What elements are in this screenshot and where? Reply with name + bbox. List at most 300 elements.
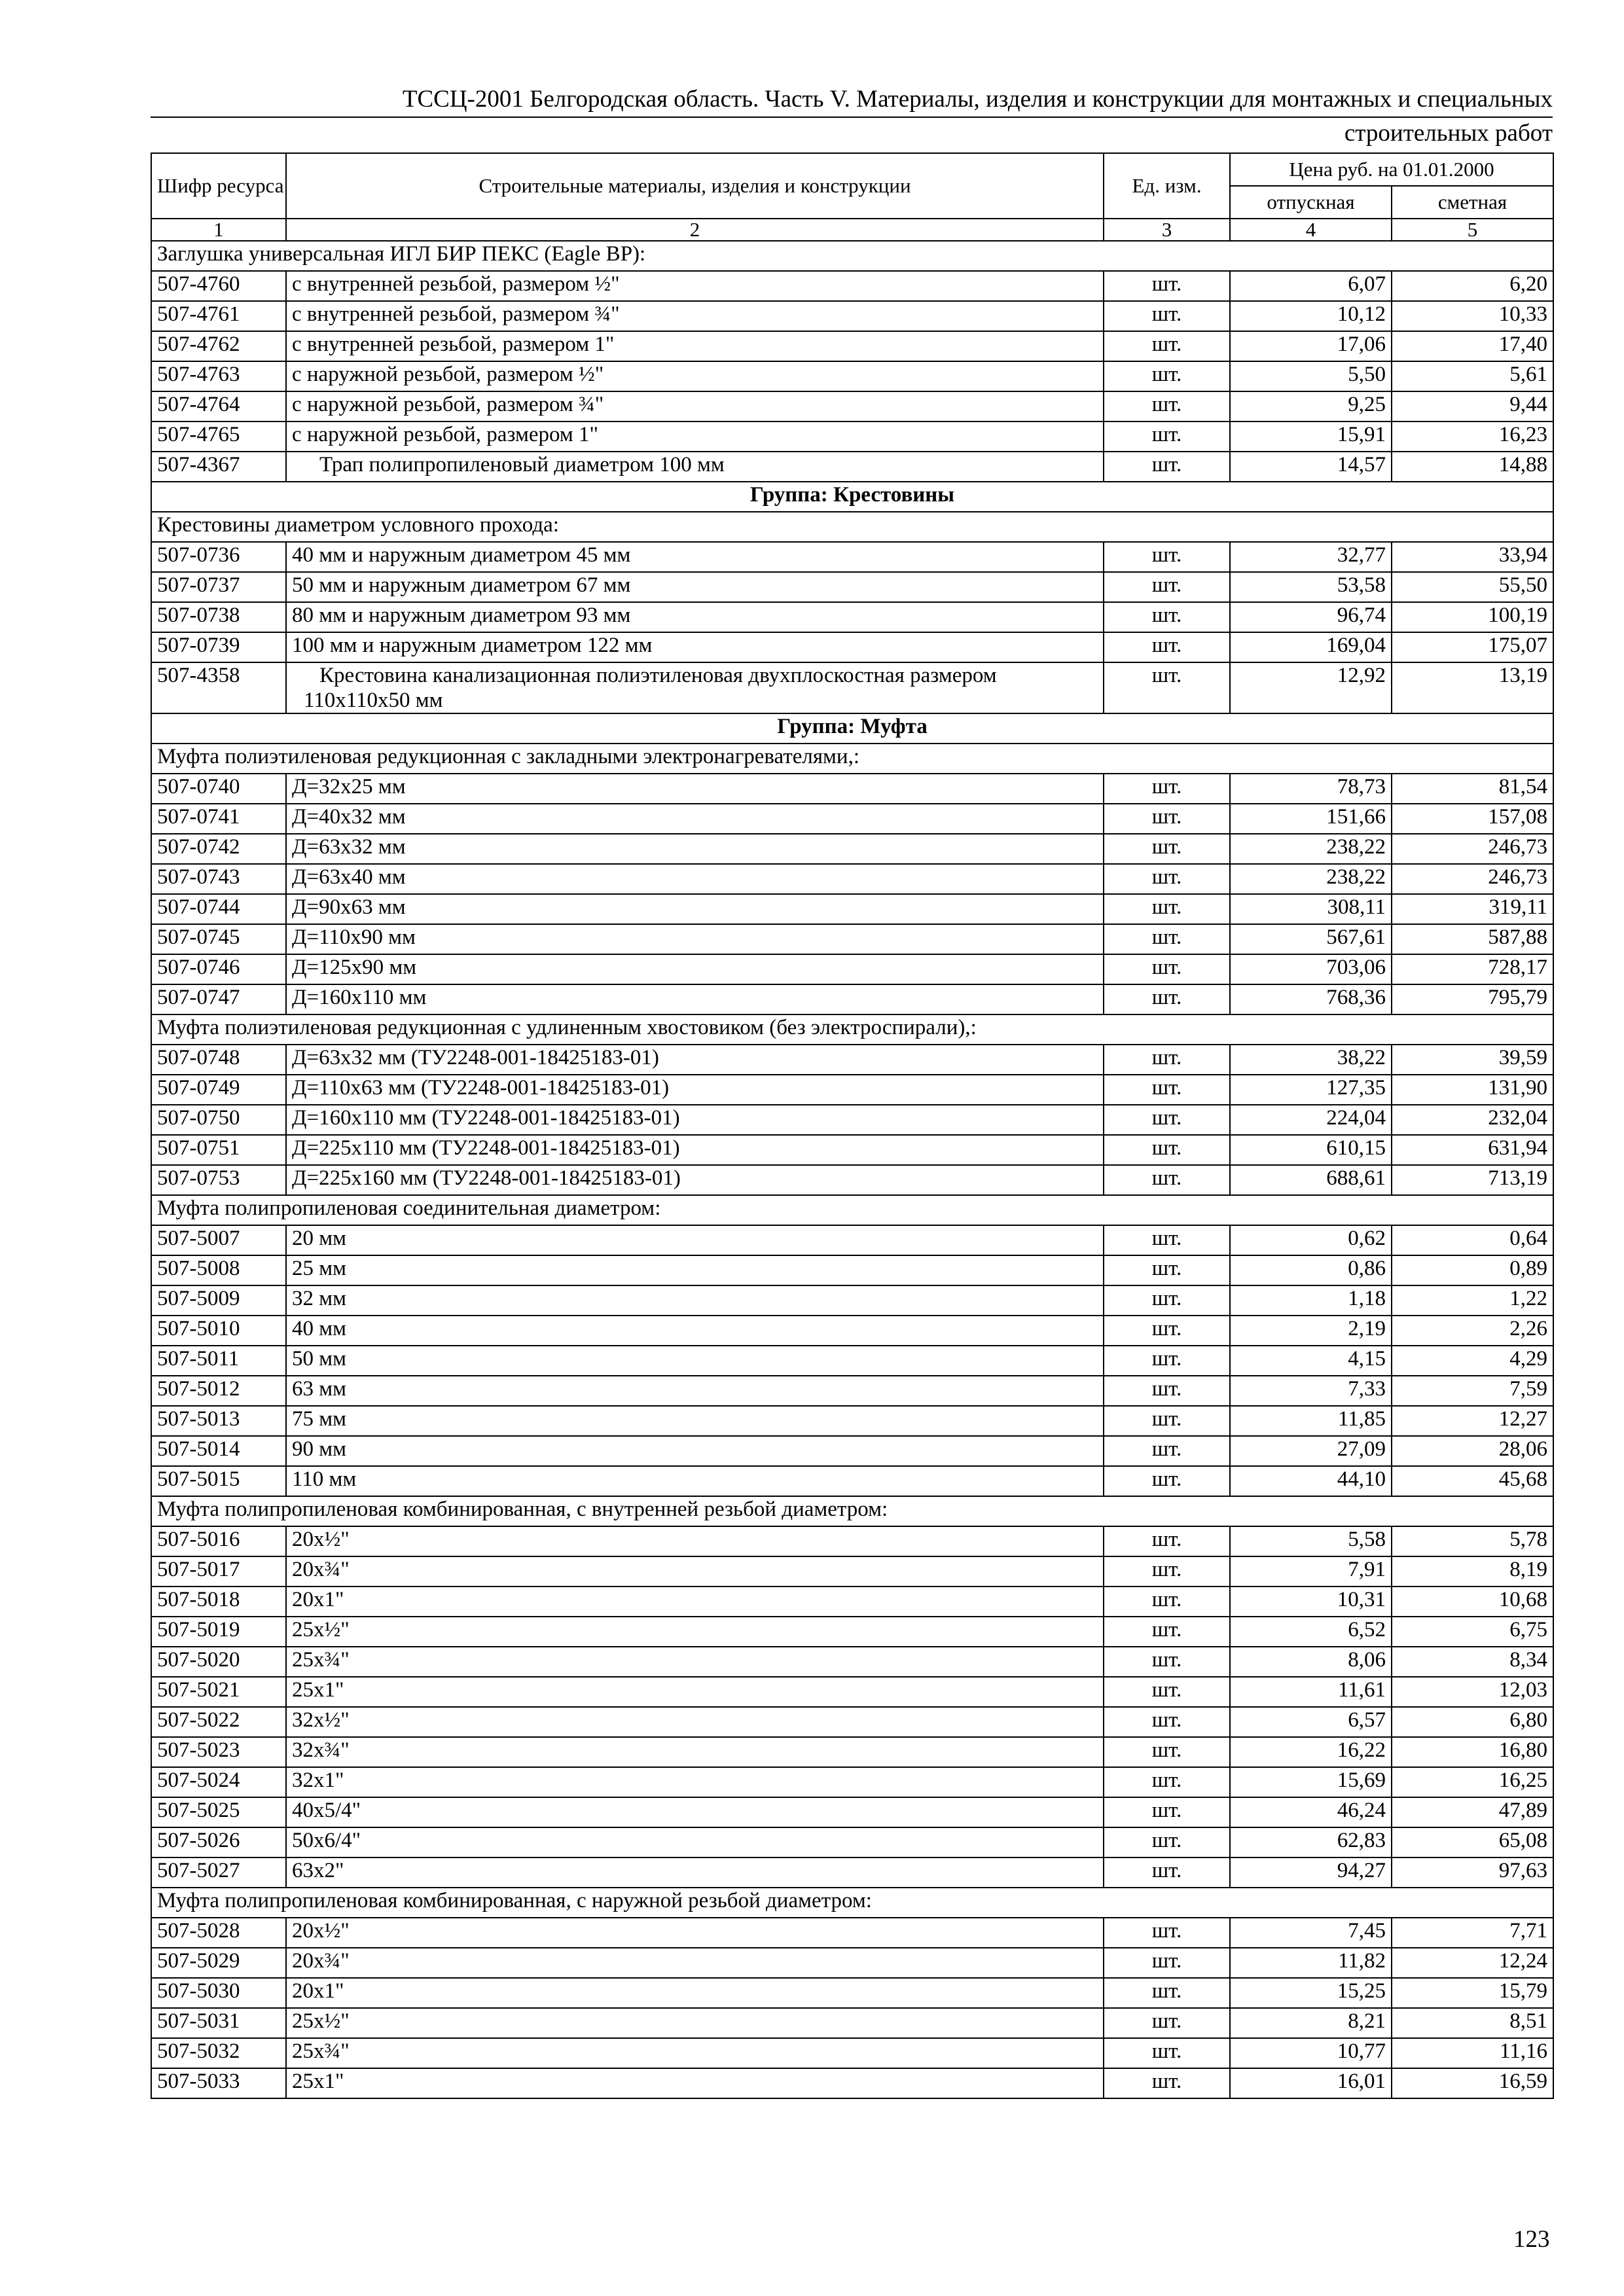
resource-code: 507-0748 [151,1045,286,1075]
material-name: 110 мм [286,1466,1104,1496]
unit-cell: шт. [1104,452,1230,482]
unit-cell: шт. [1104,1135,1230,1165]
material-name: Д=90х63 мм [286,894,1104,924]
resource-code: 507-5024 [151,1767,286,1797]
subgroup-row [151,744,1553,774]
release-price: 308,11 [1230,894,1392,924]
unit-cell: шт. [1104,1767,1230,1797]
estimate-price: 4,29 [1392,1346,1553,1376]
group-row [151,482,1553,512]
estimate-price: 16,59 [1392,2068,1553,2098]
resource-code: 507-4763 [151,361,286,391]
estimate-price: 795,79 [1392,984,1553,1014]
table-row [151,1857,1553,1888]
table-row [151,452,1553,482]
table-row [151,1376,1553,1406]
table-row [151,1797,1553,1827]
unit-cell: шт. [1104,1105,1230,1135]
table-row [151,572,1553,602]
unit-cell: шт. [1104,1617,1230,1647]
unit-cell: шт. [1104,2008,1230,2038]
col-header-price: Цена руб. на 01.01.2000 [1230,153,1553,186]
resource-code: 507-4762 [151,331,286,361]
material-name: Д=63х32 мм (ТУ2248-001-18425183-01) [286,1045,1104,1075]
release-price: 46,24 [1230,1797,1392,1827]
material-name: 100 мм и наружным диаметром 122 мм [286,632,1104,662]
material-name: Д=160х110 мм (ТУ2248-001-18425183-01) [286,1105,1104,1135]
resource-code: 507-5008 [151,1255,286,1285]
estimate-price: 5,78 [1392,1526,1553,1556]
resource-code: 507-5018 [151,1587,286,1617]
resource-code: 507-5028 [151,1918,286,1948]
resource-code: 507-5009 [151,1285,286,1316]
table-row [151,542,1553,572]
table-row [151,422,1553,452]
unit-cell: шт. [1104,1285,1230,1316]
table-row [151,391,1553,422]
material-name: 25х1" [286,2068,1104,2098]
resource-code: 507-0737 [151,572,286,602]
material-name: 32х½" [286,1707,1104,1737]
resource-code: 507-0744 [151,894,286,924]
resource-code: 507-5020 [151,1647,286,1677]
estimate-price: 131,90 [1392,1075,1553,1105]
table-row [151,984,1553,1014]
resource-code: 507-5013 [151,1406,286,1436]
unit-cell: шт. [1104,1376,1230,1406]
page-header [151,84,1553,149]
material-name: 20х1" [286,1587,1104,1617]
release-price: 1,18 [1230,1285,1392,1316]
resource-code: 507-4764 [151,391,286,422]
resource-code: 507-5007 [151,1225,286,1255]
table-row [151,1918,1553,1948]
group-row [151,713,1553,744]
release-price: 44,10 [1230,1466,1392,1496]
col-number: 4 [1230,219,1392,241]
material-name: Д=225х160 мм (ТУ2248-001-18425183-01) [286,1165,1104,1195]
unit-cell: шт. [1104,1165,1230,1195]
subgroup-title: Заглушка универсальная ИГЛ БИР ПЕКС (Eagle BP): [151,241,1553,271]
material-name: 25х¾" [286,2038,1104,2068]
col-header-name: Строительные материалы, изделия и конструкции [286,153,1104,219]
release-price: 5,50 [1230,361,1392,391]
release-price: 9,25 [1230,391,1392,422]
release-price: 78,73 [1230,774,1392,804]
unit-cell: шт. [1104,954,1230,984]
table-row [151,1707,1553,1737]
estimate-price: 12,24 [1392,1948,1553,1978]
group-title: Группа: Крестовины [151,482,1553,512]
estimate-price: 1,22 [1392,1285,1553,1316]
release-price: 224,04 [1230,1105,1392,1135]
subgroup-title: Муфта полиэтиленовая редукционная с удлиненным хвостовиком (без электроспирали),: [151,1014,1553,1045]
group-title: Группа: Муфта [151,713,1553,744]
col-number: 1 [151,219,286,241]
subgroup-title: Муфта полипропиленовая комбинированная, с наружной резьбой диаметром: [151,1888,1553,1918]
unit-cell: шт. [1104,542,1230,572]
unit-cell: шт. [1104,1436,1230,1466]
estimate-price: 9,44 [1392,391,1553,422]
estimate-price: 10,68 [1392,1587,1553,1617]
estimate-price: 232,04 [1392,1105,1553,1135]
material-name: Д=225х110 мм (ТУ2248-001-18425183-01) [286,1135,1104,1165]
subgroup-row [151,1195,1553,1225]
unit-cell: шт. [1104,894,1230,924]
table-row [151,1647,1553,1677]
material-name: с наружной резьбой, размером ¾" [286,391,1104,422]
estimate-price: 33,94 [1392,542,1553,572]
table-row [151,1466,1553,1496]
resource-code: 507-5022 [151,1707,286,1737]
release-price: 10,77 [1230,2038,1392,2068]
header-title-line1: ТССЦ-2001 Белгородская область. Часть V. Материалы, изделия и конструкции для монтажных и специальных [151,84,1553,118]
resource-code: 507-5027 [151,1857,286,1888]
unit-cell: шт. [1104,602,1230,632]
resource-code: 507-0736 [151,542,286,572]
release-price: 7,33 [1230,1376,1392,1406]
estimate-price: 2,26 [1392,1316,1553,1346]
resource-code: 507-0745 [151,924,286,954]
table-row [151,1165,1553,1195]
estimate-price: 81,54 [1392,774,1553,804]
resource-code: 507-5014 [151,1436,286,1466]
subgroup-row [151,1888,1553,1918]
material-name: с наружной резьбой, размером 1" [286,422,1104,452]
estimate-price: 13,19 [1392,662,1553,713]
release-price: 238,22 [1230,834,1392,864]
release-price: 12,92 [1230,662,1392,713]
unit-cell: шт. [1104,331,1230,361]
resource-code: 507-0750 [151,1105,286,1135]
release-price: 96,74 [1230,602,1392,632]
resource-code: 507-5032 [151,2038,286,2068]
release-price: 0,62 [1230,1225,1392,1255]
table-row [151,632,1553,662]
resource-code: 507-0753 [151,1165,286,1195]
table-row [151,1105,1553,1135]
table-row [151,2068,1553,2098]
table-row [151,301,1553,331]
material-name: 80 мм и наружным диаметром 93 мм [286,602,1104,632]
material-name: с внутренней резьбой, размером 1" [286,331,1104,361]
estimate-price: 175,07 [1392,632,1553,662]
table-row [151,1948,1553,1978]
material-name: 40 мм [286,1316,1104,1346]
unit-cell: шт. [1104,1797,1230,1827]
unit-cell: шт. [1104,1255,1230,1285]
release-price: 703,06 [1230,954,1392,984]
table-row [151,864,1553,894]
resource-code: 507-5010 [151,1316,286,1346]
table-row [151,1767,1553,1797]
material-name: 25 мм [286,1255,1104,1285]
col-number: 5 [1392,219,1553,241]
material-name: с внутренней резьбой, размером ¾" [286,301,1104,331]
estimate-price: 12,03 [1392,1677,1553,1707]
release-price: 6,57 [1230,1707,1392,1737]
col-header-release-price: отпускная [1230,186,1392,219]
estimate-price: 55,50 [1392,572,1553,602]
material-name: Д=125х90 мм [286,954,1104,984]
estimate-price: 28,06 [1392,1436,1553,1466]
material-name: 50 мм [286,1346,1104,1376]
release-price: 0,86 [1230,1255,1392,1285]
table-row [151,1255,1553,1285]
table-row [151,1978,1553,2008]
release-price: 127,35 [1230,1075,1392,1105]
subgroup-title: Муфта полипропиленовая соединительная диаметром: [151,1195,1553,1225]
estimate-price: 11,16 [1392,2038,1553,2068]
release-price: 15,69 [1230,1767,1392,1797]
unit-cell: шт. [1104,1918,1230,1948]
release-price: 27,09 [1230,1436,1392,1466]
estimate-price: 8,19 [1392,1556,1553,1587]
resource-code: 507-5026 [151,1827,286,1857]
material-name: Д=110х90 мм [286,924,1104,954]
estimate-price: 5,61 [1392,361,1553,391]
release-price: 14,57 [1230,452,1392,482]
material-name: 50х6/4" [286,1827,1104,1857]
resource-code: 507-0738 [151,602,286,632]
material-name: с внутренней резьбой, размером ½" [286,271,1104,301]
estimate-price: 728,17 [1392,954,1553,984]
table-row [151,834,1553,864]
release-price: 15,91 [1230,422,1392,452]
price-table [151,152,1554,2099]
release-price: 768,36 [1230,984,1392,1014]
table-row [151,1587,1553,1617]
unit-cell: шт. [1104,1707,1230,1737]
unit-cell: шт. [1104,1225,1230,1255]
unit-cell: шт. [1104,1466,1230,1496]
material-name: 20х1" [286,1978,1104,2008]
table-row [151,602,1553,632]
unit-cell: шт. [1104,361,1230,391]
estimate-price: 157,08 [1392,804,1553,834]
table-row [151,1556,1553,1587]
resource-code: 507-0741 [151,804,286,834]
release-price: 6,07 [1230,271,1392,301]
unit-cell: шт. [1104,1045,1230,1075]
resource-code: 507-0739 [151,632,286,662]
subgroup-row [151,241,1553,271]
material-name: 25х½" [286,1617,1104,1647]
release-price: 6,52 [1230,1617,1392,1647]
page-number: 123 [1513,2226,1550,2253]
material-name: 25х¾" [286,1647,1104,1677]
estimate-price: 16,25 [1392,1767,1553,1797]
resource-code: 507-5019 [151,1617,286,1647]
table-row [151,2008,1553,2038]
table-row [151,662,1553,713]
material-name: 20х¾" [286,1556,1104,1587]
material-name: 20х½" [286,1918,1104,1948]
table-row [151,1346,1553,1376]
release-price: 11,61 [1230,1677,1392,1707]
table-row [151,1135,1553,1165]
col-header-code: Шифр ресурса [151,153,286,219]
col-header-unit: Ед. изм. [1104,153,1230,219]
estimate-price: 47,89 [1392,1797,1553,1827]
release-price: 53,58 [1230,572,1392,602]
resource-code: 507-5016 [151,1526,286,1556]
estimate-price: 7,71 [1392,1918,1553,1948]
estimate-price: 10,33 [1392,301,1553,331]
table-row [151,1225,1553,1255]
unit-cell: шт. [1104,1677,1230,1707]
table-header [151,153,1553,241]
resource-code: 507-5029 [151,1948,286,1978]
unit-cell: шт. [1104,1857,1230,1888]
estimate-price: 246,73 [1392,834,1553,864]
resource-code: 507-5030 [151,1978,286,2008]
estimate-price: 65,08 [1392,1827,1553,1857]
material-name: 75 мм [286,1406,1104,1436]
resource-code: 507-5017 [151,1556,286,1587]
release-price: 688,61 [1230,1165,1392,1195]
estimate-price: 97,63 [1392,1857,1553,1888]
unit-cell: шт. [1104,2038,1230,2068]
estimate-price: 15,79 [1392,1978,1553,2008]
unit-cell: шт. [1104,1948,1230,1978]
estimate-price: 0,64 [1392,1225,1553,1255]
unit-cell: шт. [1104,1526,1230,1556]
unit-cell: шт. [1104,1075,1230,1105]
table-row [151,1827,1553,1857]
estimate-price: 14,88 [1392,452,1553,482]
release-price: 16,22 [1230,1737,1392,1767]
material-name: 63х2" [286,1857,1104,1888]
table-row [151,1617,1553,1647]
estimate-price: 0,89 [1392,1255,1553,1285]
release-price: 4,15 [1230,1346,1392,1376]
resource-code: 507-5015 [151,1466,286,1496]
resource-code: 507-4761 [151,301,286,331]
material-name: Д=32х25 мм [286,774,1104,804]
header-title-line2: строительных работ [1344,120,1553,147]
material-name: Д=63х40 мм [286,864,1104,894]
unit-cell: шт. [1104,632,1230,662]
table-row [151,774,1553,804]
unit-cell: шт. [1104,422,1230,452]
release-price: 38,22 [1230,1045,1392,1075]
col-header-estimate-price: сметная [1392,186,1553,219]
material-name: Д=160х110 мм [286,984,1104,1014]
table-row [151,2038,1553,2068]
release-price: 169,04 [1230,632,1392,662]
unit-cell: шт. [1104,572,1230,602]
release-price: 2,19 [1230,1316,1392,1346]
table-row [151,1737,1553,1767]
release-price: 567,61 [1230,924,1392,954]
estimate-price: 713,19 [1392,1165,1553,1195]
material-name: 20х½" [286,1526,1104,1556]
resource-code: 507-4760 [151,271,286,301]
estimate-price: 631,94 [1392,1135,1553,1165]
estimate-price: 7,59 [1392,1376,1553,1406]
release-price: 8,21 [1230,2008,1392,2038]
resource-code: 507-0751 [151,1135,286,1165]
unit-cell: шт. [1104,984,1230,1014]
release-price: 610,15 [1230,1135,1392,1165]
material-name: Крестовина канализационная полиэтиленовая двухплоскостная размером 110х110х50 мм [286,662,1104,713]
material-name: 25х1" [286,1677,1104,1707]
estimate-price: 39,59 [1392,1045,1553,1075]
unit-cell: шт. [1104,1556,1230,1587]
table-row [151,1045,1553,1075]
subgroup-title: Муфта полиэтиленовая редукционная с закладными электронагревателями,: [151,744,1553,774]
estimate-price: 6,75 [1392,1617,1553,1647]
release-price: 5,58 [1230,1526,1392,1556]
resource-code: 507-0743 [151,864,286,894]
material-name: 32х¾" [286,1737,1104,1767]
release-price: 94,27 [1230,1857,1392,1888]
material-name: 20 мм [286,1225,1104,1255]
release-price: 7,91 [1230,1556,1392,1587]
table-body [151,241,1553,2098]
release-price: 8,06 [1230,1647,1392,1677]
material-name: 40 мм и наружным диаметром 45 мм [286,542,1104,572]
unit-cell: шт. [1104,834,1230,864]
unit-cell: шт. [1104,774,1230,804]
release-price: 15,25 [1230,1978,1392,2008]
material-name: Д=110х63 мм (ТУ2248-001-18425183-01) [286,1075,1104,1105]
subgroup-row [151,512,1553,542]
unit-cell: шт. [1104,2068,1230,2098]
material-name: 63 мм [286,1376,1104,1406]
material-name: 40х5/4" [286,1797,1104,1827]
table-row [151,1285,1553,1316]
estimate-price: 45,68 [1392,1466,1553,1496]
resource-code: 507-5023 [151,1737,286,1767]
unit-cell: шт. [1104,301,1230,331]
resource-code: 507-4367 [151,452,286,482]
resource-code: 507-4358 [151,662,286,713]
estimate-price: 246,73 [1392,864,1553,894]
estimate-price: 8,51 [1392,2008,1553,2038]
release-price: 7,45 [1230,1918,1392,1948]
estimate-price: 587,88 [1392,924,1553,954]
unit-cell: шт. [1104,804,1230,834]
estimate-price: 12,27 [1392,1406,1553,1436]
col-number: 3 [1104,219,1230,241]
estimate-price: 100,19 [1392,602,1553,632]
resource-code: 507-5011 [151,1346,286,1376]
material-name: 90 мм [286,1436,1104,1466]
material-name: 25х½" [286,2008,1104,2038]
material-name: с наружной резьбой, размером ½" [286,361,1104,391]
unit-cell: шт. [1104,1406,1230,1436]
unit-cell: шт. [1104,1587,1230,1617]
table-row [151,1075,1553,1105]
material-name: 32х1" [286,1767,1104,1797]
estimate-price: 16,80 [1392,1737,1553,1767]
resource-code: 507-0746 [151,954,286,984]
unit-cell: шт. [1104,1647,1230,1677]
estimate-price: 16,23 [1392,422,1553,452]
estimate-price: 8,34 [1392,1647,1553,1677]
material-name: 50 мм и наружным диаметром 67 мм [286,572,1104,602]
release-price: 16,01 [1230,2068,1392,2098]
table-row [151,1406,1553,1436]
table-row [151,924,1553,954]
release-price: 10,12 [1230,301,1392,331]
material-name: 20х¾" [286,1948,1104,1978]
release-price: 238,22 [1230,864,1392,894]
release-price: 151,66 [1230,804,1392,834]
table-row [151,1436,1553,1466]
